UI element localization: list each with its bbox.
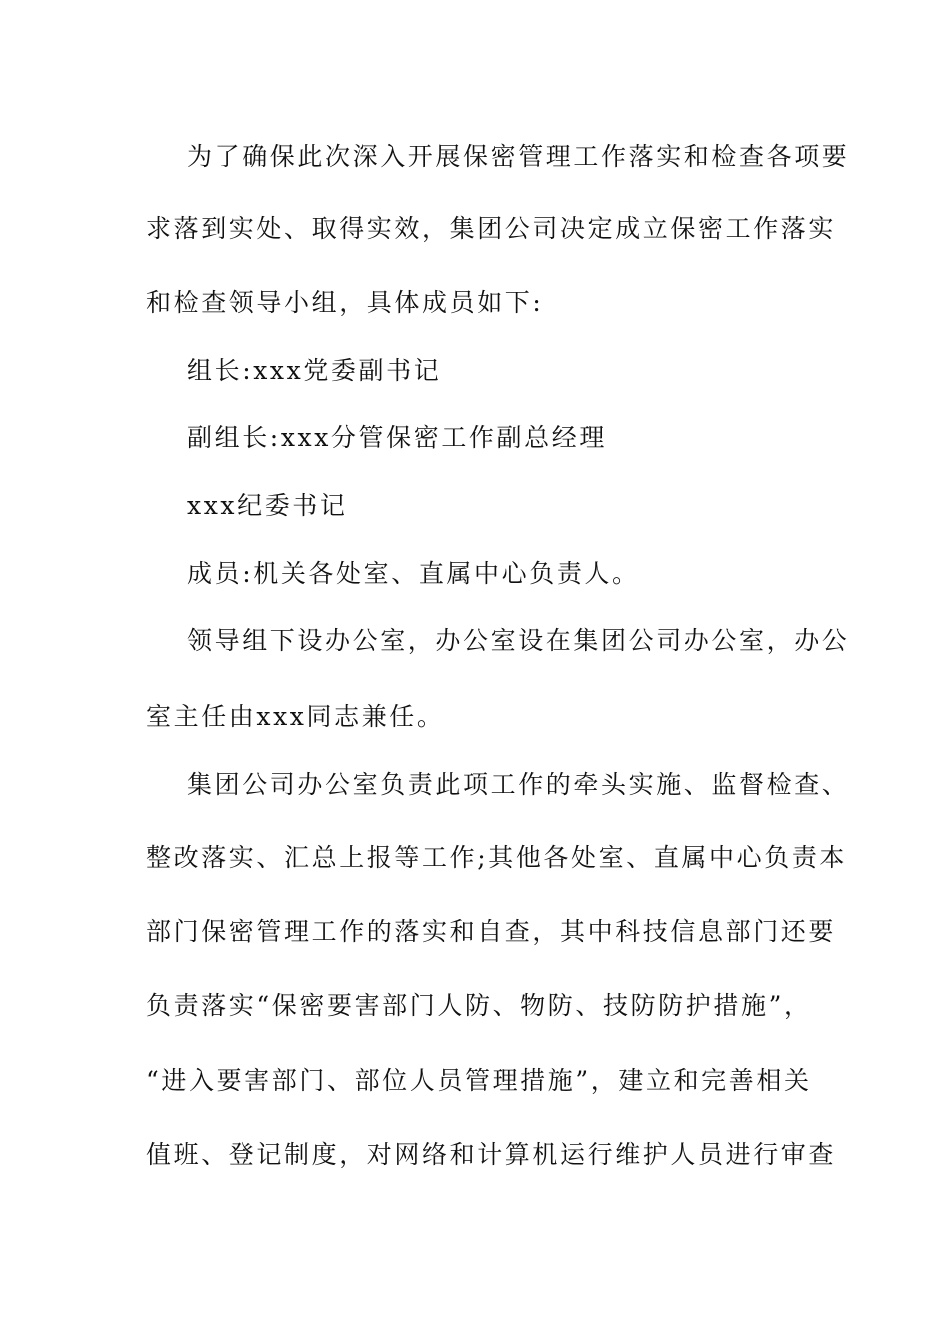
deputy-leader-2-line: xxx纪委书记 bbox=[187, 491, 348, 520]
paragraph-1-line-1: 为了确保此次深入开展保密管理工作落实和检查各项要 bbox=[187, 142, 850, 171]
paragraph-1-line-2: 求落到实处、取得实效，集团公司决定成立保密工作落实 bbox=[146, 214, 837, 243]
paragraph-2-line-2: 室主任由xxx同志兼任。 bbox=[146, 702, 445, 731]
paragraph-3-line-1: 集团公司办公室负责此项工作的牵头实施、监督检查、 bbox=[187, 770, 850, 799]
team-leader-line: 组长:xxx党委副书记 bbox=[187, 356, 442, 385]
paragraph-2-line-1: 领导组下设办公室，办公室设在集团公司办公室，办公 bbox=[187, 626, 850, 655]
paragraph-1-line-3: 和检查领导小组，具体成员如下: bbox=[146, 288, 544, 317]
paragraph-3-line-3: 部门保密管理工作的落实和自查，其中科技信息部门还要 bbox=[146, 917, 837, 946]
paragraph-3-line-4: 负责落实“保密要害部门人防、物防、技防防护措施”， bbox=[146, 991, 812, 1020]
paragraph-3-line-6: 值班、登记制度，对网络和计算机运行维护人员进行审查 bbox=[146, 1140, 837, 1169]
paragraph-3-line-5: “进入要害部门、部位人员管理措施”，建立和完善相关 bbox=[146, 1066, 812, 1095]
paragraph-3-line-2: 整改落实、汇总上报等工作;其他各处室、直属中心负责本 bbox=[146, 843, 848, 872]
members-line: 成员:机关各处室、直属中心负责人。 bbox=[187, 559, 640, 588]
deputy-leader-line: 副组长:xxx分管保密工作副总经理 bbox=[187, 423, 607, 452]
